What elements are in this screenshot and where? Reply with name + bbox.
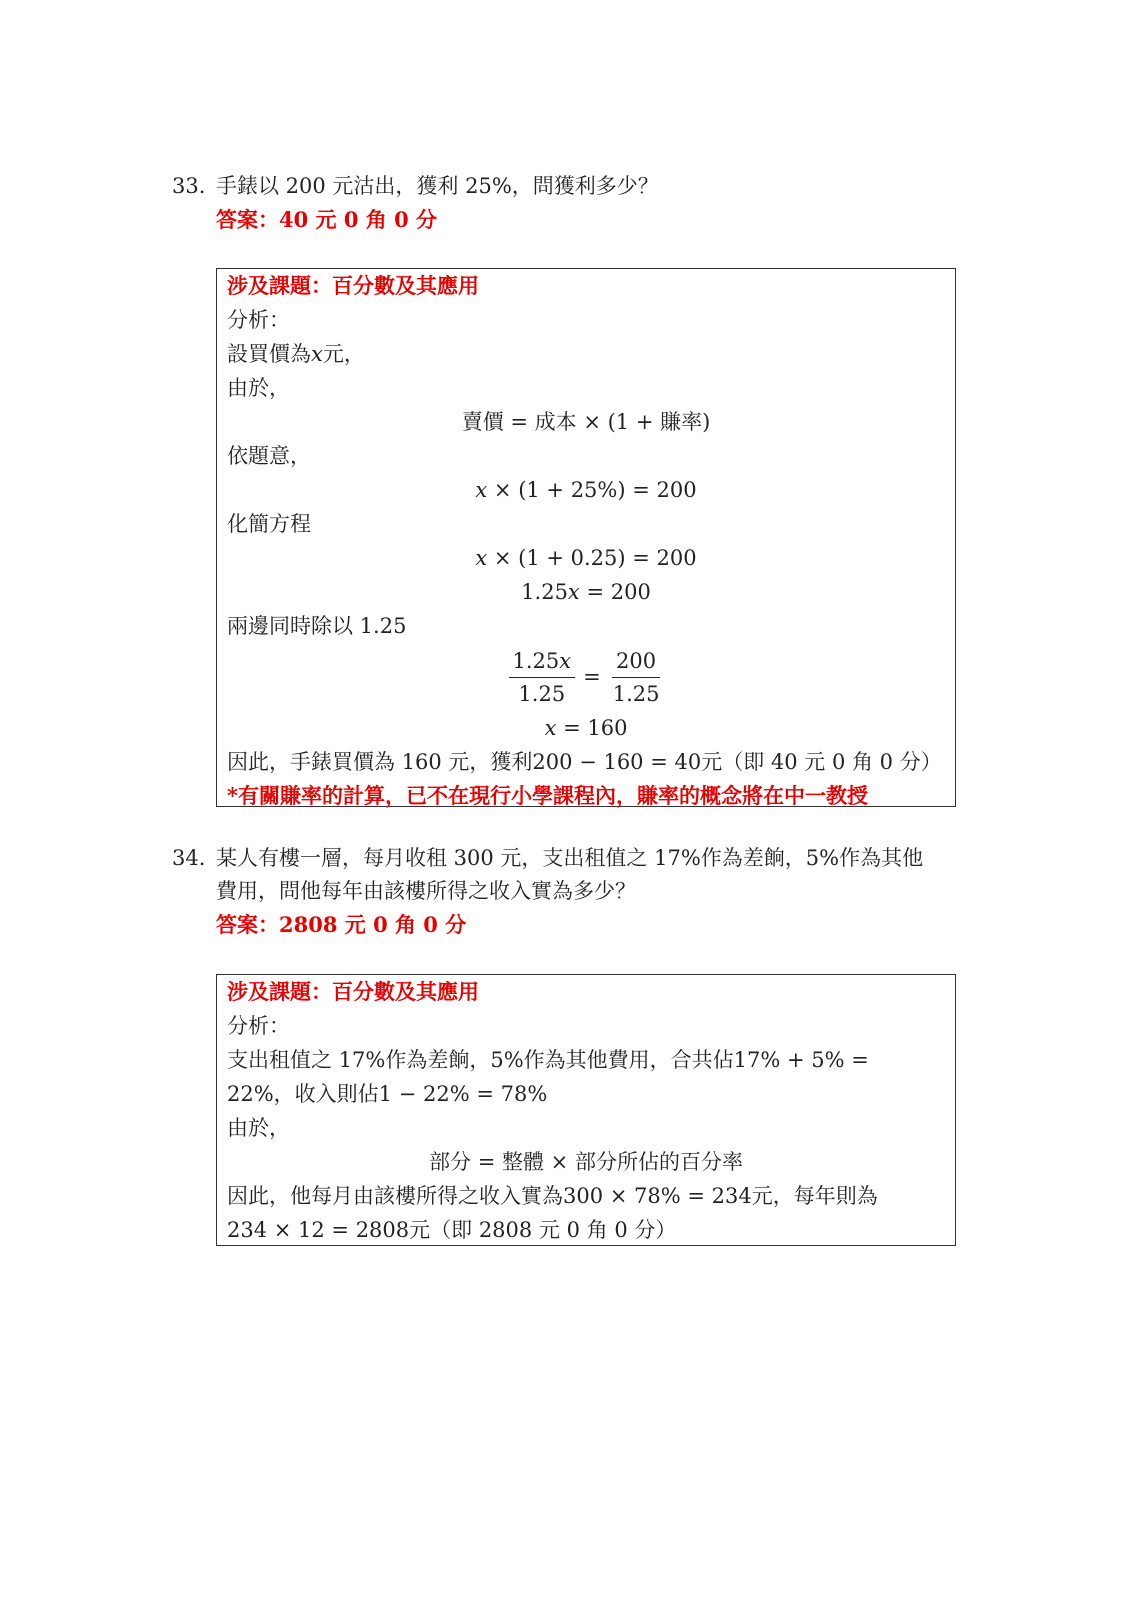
equation: 𝑥 = 160: [544, 716, 628, 740]
solution-line: 化簡方程: [227, 512, 311, 536]
equals-sign: =: [583, 665, 601, 689]
formula: 部分 = 整體 × 部分所佔的百分率: [429, 1150, 743, 1174]
denominator: 1.25: [518, 681, 566, 706]
question-text-line: 某人有樓一層，每月收租 300 元，支出租值之 17%作為差餉，5%作為其他: [216, 846, 924, 870]
formula: 賣價 = 成本 × (1 + 賺率): [461, 410, 711, 434]
topic-label: 涉及課題：百分數及其應用: [227, 979, 479, 1004]
numerator: 1.25𝑥: [509, 647, 576, 678]
numerator: 200: [612, 647, 660, 678]
fraction-equation: [227, 643, 945, 711]
solution-line: 由於，: [227, 376, 290, 400]
solution-line: 設買價為𝑥元，: [227, 342, 365, 366]
question-33: [172, 170, 946, 236]
question-number: 34.: [172, 846, 206, 870]
equation: 𝑥 × (1 + 25%) = 200: [475, 478, 697, 502]
question-text-line: 費用，問他每年由該樓所得之收入實為多少？: [216, 879, 636, 903]
fraction-left: [509, 647, 576, 708]
equation: 𝑥 × (1 + 0.25) = 200: [475, 546, 697, 570]
answer-text: 答案：40 元 0 角 0 分: [216, 207, 438, 232]
equation: 1.25𝑥 = 200: [521, 580, 651, 604]
analysis-label: 分析：: [227, 1014, 290, 1038]
answer-text: 答案：2808 元 0 角 0 分: [216, 912, 467, 937]
conclusion-line: 因此，他每月由該樓所得之收入實為300 × 78% = 234元，每年則為: [227, 1184, 878, 1208]
solution-line: 22%，收入則佔1 − 22% = 78%: [227, 1082, 548, 1106]
question-number: 33.: [172, 174, 206, 198]
conclusion-line: 234 × 12 = 2808元（即 2808 元 0 角 0 分）: [227, 1218, 677, 1242]
solution-line: 依題意，: [227, 444, 311, 468]
question-34: [172, 842, 946, 941]
topic-label: 涉及課題：百分數及其應用: [227, 273, 479, 298]
solution-line: 支出租值之 17%作為差餉，5%作為其他費用，合共佔17% + 5% =: [227, 1048, 869, 1072]
fraction-right: [609, 647, 664, 708]
analysis-label: 分析：: [227, 308, 290, 332]
conclusion-line: 因此，手錶買價為 160 元，獲利200 − 160 = 40元（即 40 元 0 角 0 分）: [227, 750, 942, 774]
solution-line: 兩邊同時除以 1.25: [227, 614, 407, 638]
note-line: *有關賺率的計算，已不在現行小學課程內，賺率的概念將在中一教授: [227, 783, 868, 808]
denominator: 1.25: [612, 681, 660, 706]
solution-line: 由於，: [227, 1116, 290, 1140]
solution-box-33: [216, 268, 956, 807]
solution-box-34: [216, 974, 956, 1246]
question-text: 手錶以 200 元沽出，獲利 25%，問獲利多少？: [216, 174, 659, 198]
